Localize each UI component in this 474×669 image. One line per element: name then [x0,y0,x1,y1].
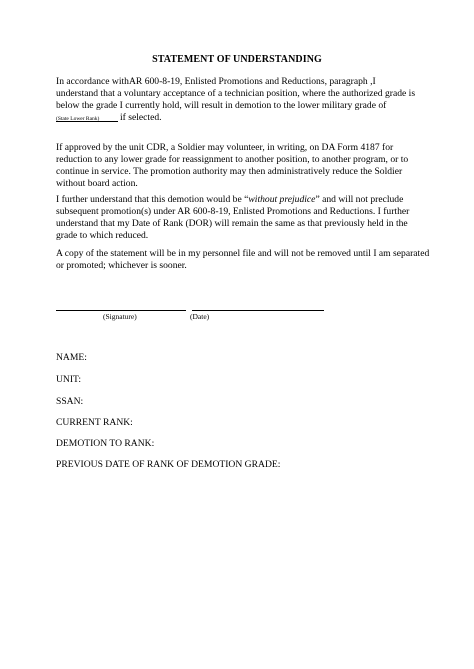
paragraph-line: reduction to any lower grade for reassignment to another position, to another program, or to [56,154,409,165]
line-text: I further understand that this demotion would be “ [56,194,249,205]
field-demotion-to-rank: DEMOTION TO RANK: [56,438,155,449]
date-label: (Date) [190,312,210,321]
paragraph-line: understand that a voluntary acceptance of a technician position, where the authorized grade is [56,88,416,99]
paragraph-prejudice [56,194,418,242]
paragraph-line [56,194,418,206]
paragraph-line: below the grade I currently hold, will result in demotion to the lower military grade of [56,100,387,111]
date-line[interactable] [192,310,324,311]
paragraph-line: understand that my Date of Rank (DOR) will remain the same as that previously held in the [56,218,408,229]
field-previous-dor: PREVIOUS DATE OF RANK OF DEMOTION GRADE: [56,459,281,470]
signature-label: (Signature) [103,312,137,321]
field-unit: UNIT: [56,374,82,385]
field-name: NAME: [56,352,87,363]
paragraph-line: without board action. [56,178,138,189]
paragraph-personnel-file [56,248,430,272]
paragraph-line: If approved by the unit CDR, a Soldier may volunteer, in writing, on DA Form 4187 for [56,142,394,153]
paragraph-line: A copy of the statement will be in my personnel file and will not be removed until I am separated [56,248,430,259]
line-text: ” and will not preclude [315,194,404,205]
paragraph-line: continue in service. The promotion authority may then administratively reduce the Soldier [56,166,403,177]
paragraph-approval [56,142,418,190]
field-current-rank: CURRENT RANK: [56,417,133,428]
italic-text: without prejudice [248,194,316,205]
paragraph-accordance [56,76,418,124]
field-ssan: SSAN: [56,396,84,407]
document-title: STATEMENT OF UNDERSTANDING [152,54,322,65]
paragraph-line: or promoted; whichever is sooner. [56,260,187,271]
paragraph-line: subsequent promotion(s) under AR 600-8-19, Enlisted Promotions and Reductions. I further [56,206,410,217]
paragraph-line-blank [56,112,418,124]
blank-caption: (State Lower Rank) [56,116,100,122]
paragraph-line: In accordance withAR 600-8-19, Enlisted Promotions and Reductions, paragraph ,I [56,76,376,87]
signature-line[interactable] [56,310,186,311]
paragraph-line: grade to which reduced. [56,230,149,241]
paragraph-line: if selected. [120,112,162,123]
